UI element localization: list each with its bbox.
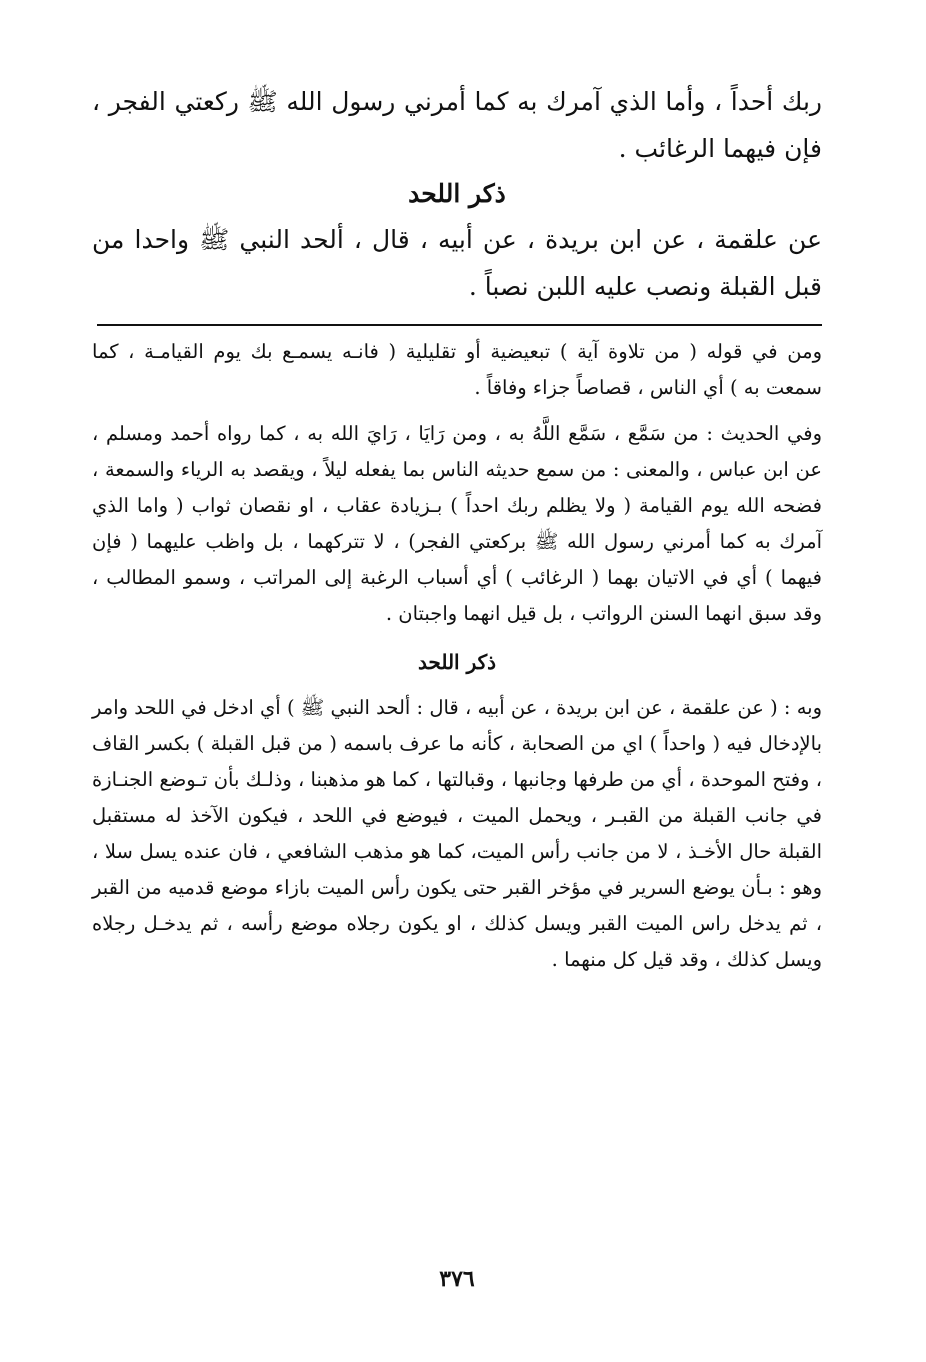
section-heading-lahd: ذكر اللحد <box>408 179 506 208</box>
commentary <box>92 334 822 978</box>
commentary-paragraph-1: ومن في قوله ( من تلاوة آية ) تبعيضية أو تقليلية ( فانـه يسمـع بك يوم القيامـة ، كما سمعت به ) أي الناس ، قصاصاً جزاء وفاقاً . <box>92 340 822 399</box>
commentary-paragraph-2: وفي الحديث : من سَمَّع ، سَمَّع اللَّهُ به ، ومن رَايَا ، رَايَ الله به ، كما رواه أحمد ومسلم ، عن ابن عباس ، والمعنى : من سمع حديثه الناس بما يفعله ليلاً ، ويقصد به الرياء والسمعة ، فضحه الله يوم القيامة ( ولا يظلم ربك احداً ) بـزيادة عقاب ، او نقصان ثواب ( واما الذي آمرك به كما أمرني رسول الله ﷺ بركعتي الفجر) ، لا تتركهما ، بل واظب عليهما ( فإن فيهما ) أي في الاتيان بهما ( الرغائب ) أي أسباب الرغبة إلى المراتب ، وسمو المطالب ، وقد سبق انهما السنن الرواتب ، بل قيل انهما واجبتان . <box>92 422 822 625</box>
main-paragraph-1: ربك أحداً ، وأما الذي آمرك به كما أمرني رسول الله ﷺ ركعتي الفجر ، فإن فيهما الرغائب . <box>92 87 822 163</box>
commentary-paragraph-3: وبه : ( عن علقمة ، عن ابن بريدة ، عن أبيه ، قال : ألحد النبي ﷺ ) أي ادخل في اللحد وامر بالإدخال فيه ( واحداً ) اي من الصحابة ، كأنه ما عرف باسمه ( من قبل القبلة ) بكسر القاف ، وفتح الموحدة ، أي من طرفها وجانبها ، وقبالتها ، كما هو مذهبنا ، وذلـك بأن تـوضع الجنـازة في جانب القبلة من القبـر ، ويحمل الميت ، فيوضع في اللحد ، فيكون الآخذ له مستقبل القبلة حال الأخـذ ، لا من جانب رأس الميت، كما هو مذهب الشافعي ، فان عنده يسل سلا ، وهو : بـأن يوضع السرير في مؤخر القبر حتى يكون رأس الميت بازاء موضع قدميه من القبر ، ثم يدخل راس الميت القبر ويسل كذلك ، او يكون رجلاه موضع رأسه ، ثم يدخـل رجلاه ويسل كذلك ، وقد قيل كل منهما . <box>92 696 822 971</box>
main-paragraph-2: عن علقمة ، عن ابن بريدة ، عن أبيه ، قال ، ألحد النبي ﷺ واحدا من قبل القبلة ونصب عليه اللبن نصباً . <box>92 225 822 301</box>
book-page <box>92 78 822 1298</box>
footnote-divider <box>97 324 822 326</box>
page-number: ٣٧٦ <box>439 1266 475 1292</box>
main-text <box>92 78 822 310</box>
commentary-heading-lahd: ذكر اللحد <box>417 650 497 674</box>
